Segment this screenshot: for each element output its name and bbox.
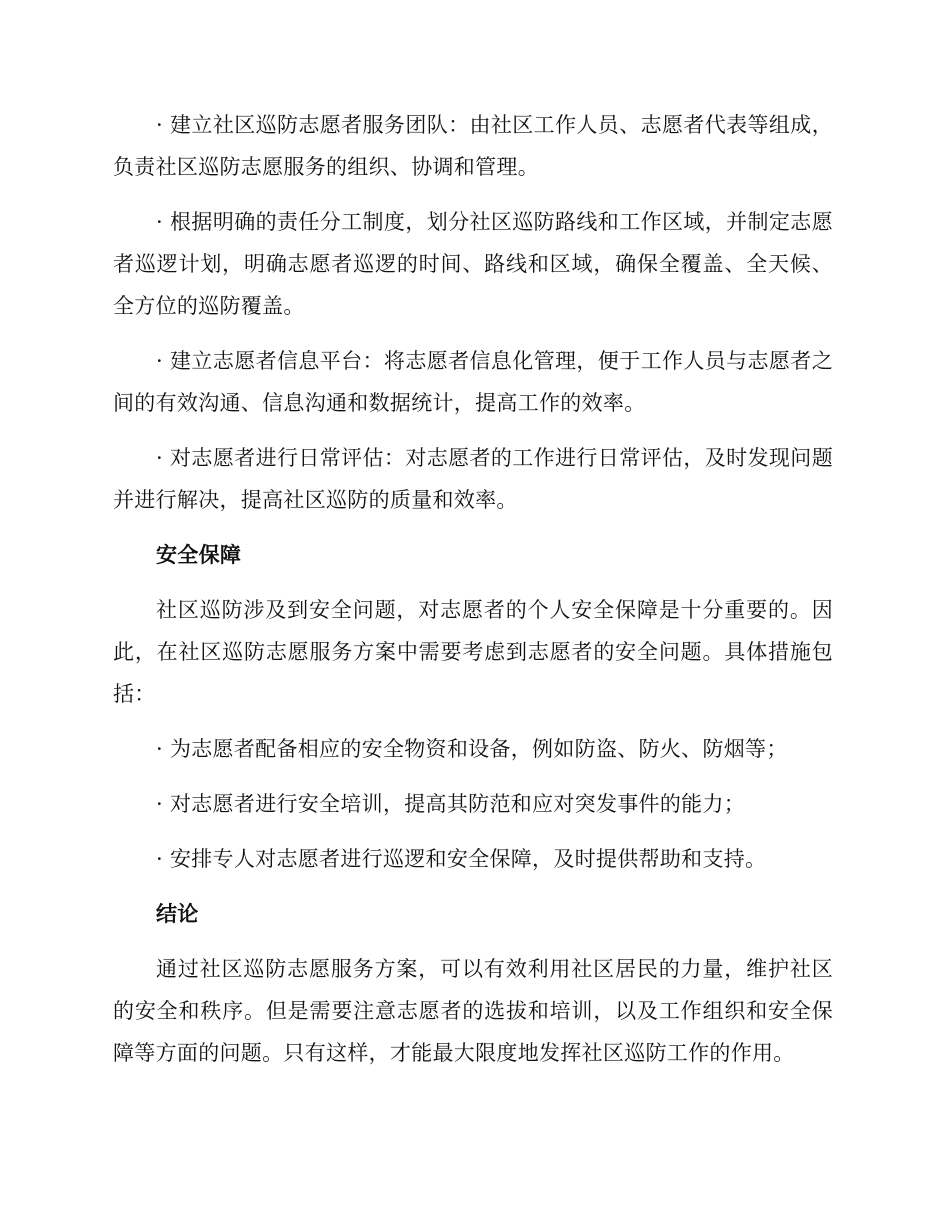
bullet-paragraph-team: · 建立社区巡防志愿者服务团队：由社区工作人员、志愿者代表等组成，负责社区巡防志愿服务的组织、协调和管理。 <box>113 113 833 179</box>
bullet-paragraph-evaluation: · 对志愿者进行日常评估：对志愿者的工作进行日常评估，及时发现问题并进行解决，提高社区巡防的质量和效率。 <box>113 446 833 512</box>
document-page <box>113 104 833 1074</box>
bullet-paragraph-platform: · 建立志愿者信息平台：将志愿者信息化管理，便于工作人员与志愿者之间的有效沟通、信息沟通和数据统计，提高工作的效率。 <box>113 349 833 415</box>
safety-intro-paragraph: 社区巡防涉及到安全问题，对志愿者的个人安全保障是十分重要的。因此，在社区巡防志愿服务方案中需要考虑到志愿者的安全问题。具体措施包括： <box>113 598 833 706</box>
section-heading-safety: 安全保障 <box>156 543 242 567</box>
bullet-paragraph-routes: · 根据明确的责任分工制度，划分社区巡防路线和工作区域，并制定志愿者巡逻计划，明确志愿者巡逻的时间、路线和区域，确保全覆盖、全天候、全方位的巡防覆盖。 <box>113 210 833 318</box>
section-heading-conclusion: 结论 <box>156 902 199 926</box>
safety-item-support: · 安排专人对志愿者进行巡逻和安全保障，及时提供帮助和支持。 <box>156 847 767 871</box>
safety-item-equipment: · 为志愿者配备相应的安全物资和设备，例如防盗、防火、防烟等； <box>156 737 788 761</box>
safety-item-training: · 对志愿者进行安全培训，提高其防范和应对突发事件的能力； <box>156 792 746 816</box>
conclusion-paragraph: 通过社区巡防志愿服务方案，可以有效利用社区居民的力量，维护社区的安全和秩序。但是需要注意志愿者的选拔和培训，以及工作组织和安全保障等方面的问题。只有这样，才能最大限度地发挥社区巡防工作的作用。 <box>113 957 833 1065</box>
